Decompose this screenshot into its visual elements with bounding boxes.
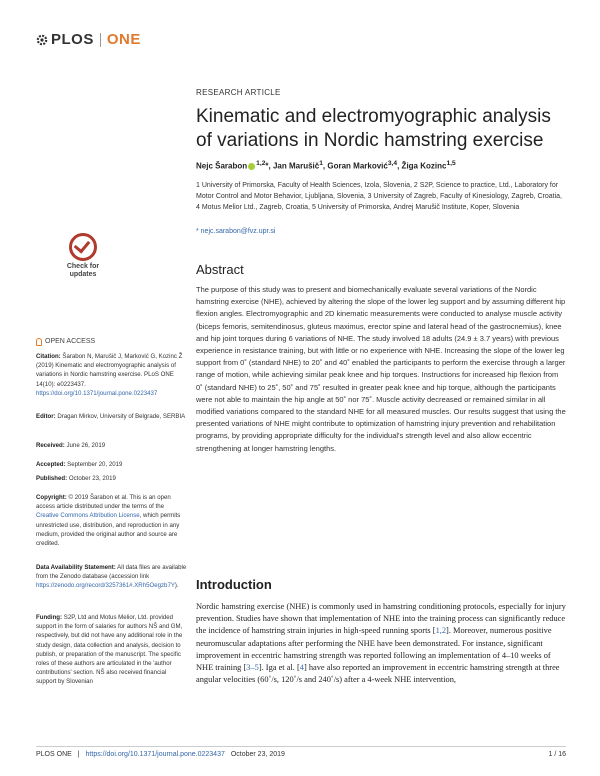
article-type: RESEARCH ARTICLE xyxy=(196,88,281,97)
abstract-heading: Abstract xyxy=(196,262,244,277)
open-access-text: OPEN ACCESS xyxy=(45,338,96,345)
funding-text: S2P, Ltd and Motus Melior, Ltd. provided support in the form of salaries for authors NŠ and GM, respectively, but did not have any additional role in the study design, data collection and analysis, decision to publish, or preparation of the manuscript. The specific roles of these authors are articulated in the 'author contributions' section. NŠ also received financial support by Slovenian xyxy=(36,614,183,686)
crossmark-icon xyxy=(69,233,97,261)
plos-one-logo[interactable] xyxy=(36,31,141,48)
copyright-text: , which permits unrestricted use, distribution, and reproduction in any medium, provided the original author and source are credited. xyxy=(36,512,181,548)
author-affil-sup: 1,2 xyxy=(256,160,266,167)
logo-plos-text: PLOS xyxy=(51,31,94,48)
abstract-text: The purpose of this study was to present and biomechanically evaluate several variations of the Nordic hamstring exercise (NHE), achieved by altering the slope of the lower leg support and by assuming different hip flexion angles. Electromyographic and 2D kinematic measurements were conducted to analyse muscle activity (biceps femoris, semitendinosus, gluteus maximus, erector spine and lateral head of the gastrocnemius), knee and hip joint torques during 6 variations of NHE. The study involved 18 adults (24.9 ± 3.7 years) with previous experience in resistance training, but with little or no experience with NHE. Increasing the slope of the lower leg support from 0˚ (standard NHE) to 20˚ and 40˚ enabled the participants to perform the exercise through a larger range of motion, while achieving similar peak knee and hip torques. Instructions for increased hip flexion from 0˚ (standard NHE) to 25˚, 50˚ and 75˚ resulted in greater peak knee and hip torque, although the participants were not able to maintain the hip angle at 50˚ nor 75˚. Muscle activity decreased or remained similar in all modified variations compared to the standard NHE for all measured muscles. Our results suggest that using the presented variations of NHE might contribute to optimization of hamstring injury prevention and rehabilitation programs, by providing appropriate difficulty for the individual's strength level and also allow eccentric strengthening at longer hamstring lengths. xyxy=(196,285,566,453)
funding-label: Funding: xyxy=(36,614,63,621)
intro-segment: ]. Moreover, numerous positive neuromuscular adaptations after performing the NHE have been demonstrated. For instance, significant improvement in eccentric hamstring strength was reported following an implementation of 4–10 weeks of NHE training [ xyxy=(196,626,552,673)
author-name: , Goran Marković xyxy=(322,161,388,171)
author-name: Nejc Šarabon xyxy=(196,161,248,171)
citation-link[interactable]: 3–5 xyxy=(246,663,259,673)
copyright-text: © 2019 Šarabon et al. This is an open access article distributed under the terms of the xyxy=(36,494,171,511)
editor-label: Editor: xyxy=(36,413,56,420)
citation-text: Šarabon N, Marušič J, Marković G, Kozinc Ž (2019) Kinematic and electromyographic analysis of variations in Nordic hamstring exercise. PLoS ONE 14(10): e0223437. xyxy=(36,353,183,388)
received-block xyxy=(36,441,188,450)
citation-link[interactable]: 1,2 xyxy=(435,626,447,636)
introduction-text xyxy=(196,601,566,686)
accepted-label: Accepted: xyxy=(36,461,66,468)
published-date: October 23, 2019 xyxy=(67,475,116,482)
footer-journal: PLOS ONE xyxy=(36,751,72,758)
data-availability-text: ). xyxy=(174,582,179,590)
copyright-block xyxy=(36,493,188,548)
orcid-icon[interactable] xyxy=(248,163,255,170)
page-number: 1 / 16 xyxy=(548,751,566,758)
check-for-updates-badge[interactable] xyxy=(62,233,104,291)
citation-link[interactable]: 4 xyxy=(299,663,304,673)
check-line2: updates xyxy=(69,271,97,278)
author-affil-sup: 1 xyxy=(319,160,323,167)
accepted-date: September 20, 2019 xyxy=(65,461,123,468)
affiliations: 1 University of Primorska, Faculty of Health Sciences, Izola, Slovenia, 2 S2P, Science to practice, Ltd., Laboratory for Motor Control and Motor Behavior, Ljubljana, Slovenia, 3 University of Zagreb, Faculty of Kinesiology, Zagreb, Croatia, 4 Motus Melior Ltd., Zagreb, Croatia, 5 University of Primorska, Andrej Marušič Institute, Koper, Slovenia xyxy=(196,182,562,211)
intro-segment: ]. Iga et al. [ xyxy=(258,663,300,673)
citation-label: Citation: xyxy=(36,353,61,360)
author-affil-sup: 3,4 xyxy=(387,160,398,167)
article-title: Kinematic and electromyographic analysis of variations in Nordic hamstring exercise xyxy=(196,106,551,151)
intro-segment: Nordic hamstring exercise (NHE) is commonly used in hamstring conditioning protocols, especially for injury prevention. Studies have shown that implementation of NHE into the training process can significantly reduce the incidence of hamstring strain injuries in high-speed running sports [ xyxy=(196,602,566,636)
footer-doi-link[interactable]: https://doi.org/10.1371/journal.pone.0223437 xyxy=(85,751,225,758)
author-name: *, Jan Marušič xyxy=(265,161,320,171)
published-label: Published: xyxy=(36,475,68,482)
check-line1: Check for xyxy=(66,263,100,270)
received-date: June 26, 2019 xyxy=(64,442,106,449)
funding-block xyxy=(36,613,188,687)
corresponding-email[interactable]: * nejc.sarabon@fvz.upr.si xyxy=(196,228,276,235)
data-availability-text: All data files are available from the Zenodo database (accession link xyxy=(36,564,187,581)
citation-doi-link[interactable]: https://doi.org/10.1371/journal.pone.0223437 xyxy=(36,389,158,397)
zenodo-link[interactable]: https://zenodo.org/record/3257361#.XRh5Oegzb7Y xyxy=(36,582,175,590)
page-footer xyxy=(36,746,566,758)
citation-block xyxy=(36,352,188,398)
plos-logo-icon xyxy=(36,34,48,46)
received-label: Received: xyxy=(36,442,65,449)
editor-block xyxy=(36,412,188,421)
author-affil-sup: 1,5 xyxy=(446,160,456,167)
author-list xyxy=(196,160,566,171)
logo-divider xyxy=(100,33,101,47)
logo-one-text: ONE xyxy=(106,31,141,48)
data-availability-block xyxy=(36,563,188,591)
cc-license-link[interactable]: Creative Commons Attribution License xyxy=(36,512,140,520)
published-block xyxy=(36,474,188,483)
author-name: , Žiga Kozinc xyxy=(397,161,447,171)
footer-date: October 23, 2019 xyxy=(230,751,285,758)
editor-text: Dragan Mirkov, University of Belgrade, SERBIA xyxy=(55,413,186,420)
open-access-label xyxy=(36,337,188,346)
footer-separator: | xyxy=(77,751,80,758)
open-lock-icon xyxy=(36,338,42,346)
data-availability-label: Data Availability Statement: xyxy=(36,564,116,571)
introduction-heading: Introduction xyxy=(196,577,272,592)
intro-segment: ] have also reported an improvement in eccentric hamstring strength at three angular velocities (60˚/s, 120˚/s and 240˚/s) after a 4-week NHE intervention, xyxy=(196,663,560,685)
copyright-label: Copyright: xyxy=(36,494,67,501)
accepted-block xyxy=(36,460,188,469)
